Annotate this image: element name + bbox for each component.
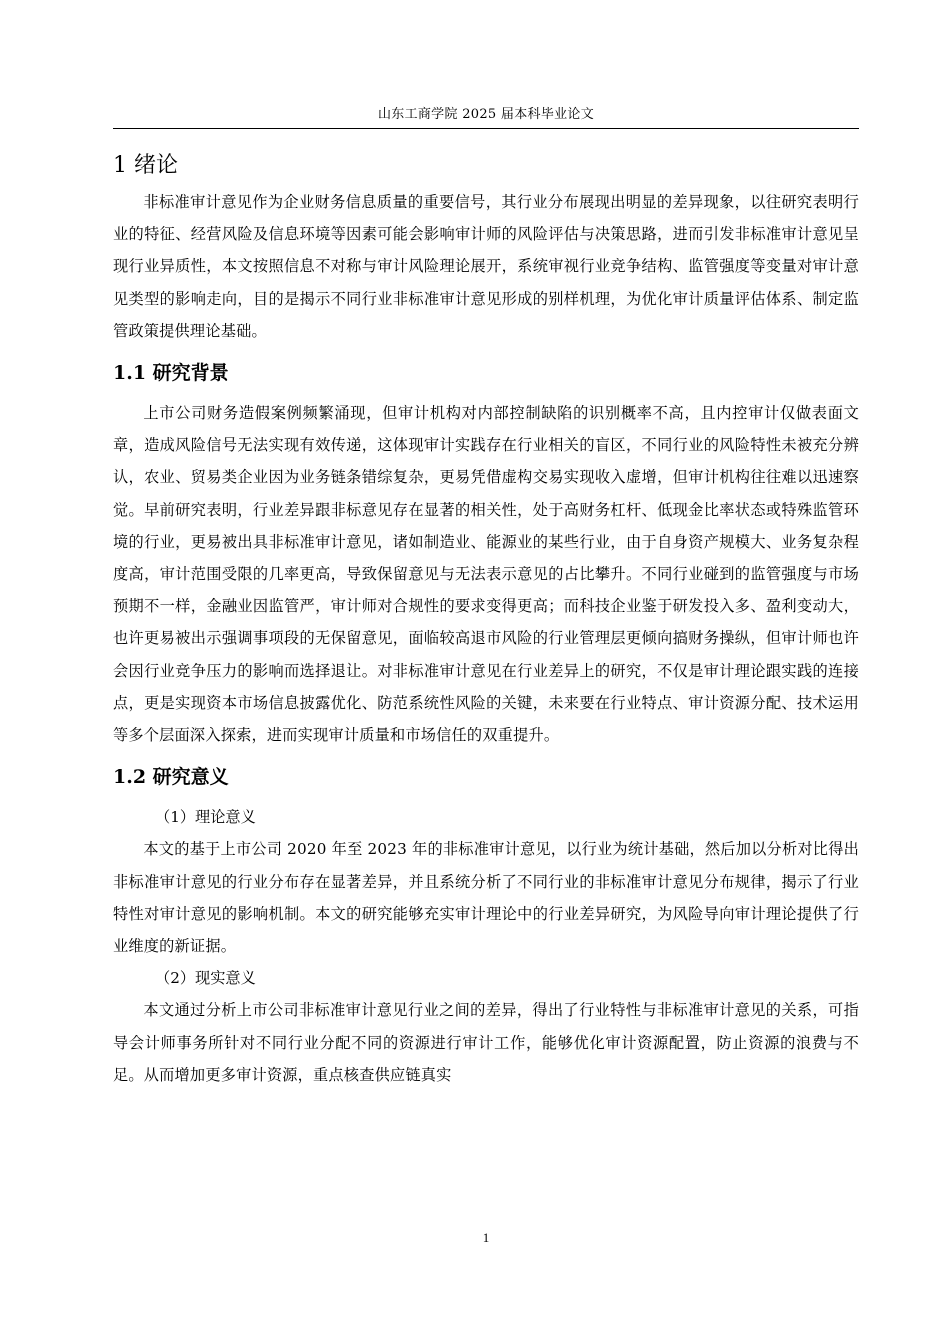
header-rule bbox=[113, 128, 859, 129]
chapter-title: 1 绪论 bbox=[113, 153, 178, 178]
practice-significance-label: （2）现实意义 bbox=[155, 969, 256, 988]
page-number: 1 bbox=[482, 1230, 490, 1245]
document-body bbox=[113, 146, 859, 1091]
practice-significance-paragraph: 本文通过分析上市公司非标准审计意见行业之间的差异，得出了行业特性与非标准审计意见的关系，可指导会计师事务所针对不同行业分配不同的资源进行审计工作，能够优化审计资源配置，防止资源的浪费与不足。从而增加更多审计资源，重点核查供应链真实 bbox=[113, 1001, 859, 1084]
section-title-research-significance: 1.2 研究意义 bbox=[113, 766, 229, 789]
section-title-research-background: 1.1 研究背景 bbox=[113, 362, 229, 385]
research-background-paragraph: 上市公司财务造假案例频繁涌现，但审计机构对内部控制缺陷的识别概率不高，且内控审计仅做表面文章，造成风险信号无法实现有效传递，这体现审计实践存在行业相关的盲区，不同行业的风险特性未被充分辨认，农业、贸易类企业因为业务链条错综复杂，更易凭借虚构交易实现收入虚增，但审计机构往往难以迅速察觉。早前研究表明，行业差异跟非标意见存在显著的相关性，处于高财务杠杆、低现金比率状态或特殊监管环境的行业，更易被出具非标准审计意见，诸如制造业、能源业的某些行业，由于自身资产规模大、业务复杂程度高，审计范围受限的几率更高，导致保留意见与无法表示意见的占比攀升。不同行业碰到的监管强度与市场预期不一样，金融业因监管严，审计师对合规性的要求变得更高；而科技企业鉴于研发投入多、盈利变动大，也许更易被出示强调事项段的无保留意见，面临较高退市风险的行业管理层更倾向搞财务操纵，但审计师也许会因行业竞争压力的影响而选择退让。对非标准审计意见在行业差异上的研究，不仅是审计理论跟实践的连接点，更是实现资本市场信息披露优化、防范系统性风险的关键，未来要在行业特点、审计资源分配、技术运用等多个层面深入探索，进而实现审计质量和市场信任的双重提升。 bbox=[113, 404, 859, 745]
page-header: 山东工商学院 2025 届本科毕业论文 bbox=[377, 107, 595, 122]
theory-significance-label: （1）理论意义 bbox=[155, 808, 256, 827]
chapter-intro-paragraph: 非标准审计意见作为企业财务信息质量的重要信号，其行业分布展现出明显的差异现象，以往研究表明行业的特征、经营风险及信息环境等因素可能会影响审计师的风险评估与决策思路，进而引发非标准审计意见呈现行业异质性，本文按照信息不对称与审计风险理论展开，系统审视行业竞争结构、监管强度等变量对审计意见类型的影响走向，目的是揭示不同行业非标准审计意见形成的别样机理，为优化审计质量评估体系、制定监管政策提供理论基础。 bbox=[113, 193, 859, 340]
theory-significance-paragraph: 本文的基于上市公司 2020 年至 2023 年的非标准审计意见，以行业为统计基础，然后加以分析对比得出非标准审计意见的行业分布存在显著差异，并且系统分析了不同行业的非标准审计意见分布规律，揭示了行业特性对审计意见的影响机制。本文的研究能够充实审计理论中的行业差异研究，为风险导向审计理论提供了行业维度的新证据。 bbox=[113, 840, 859, 956]
